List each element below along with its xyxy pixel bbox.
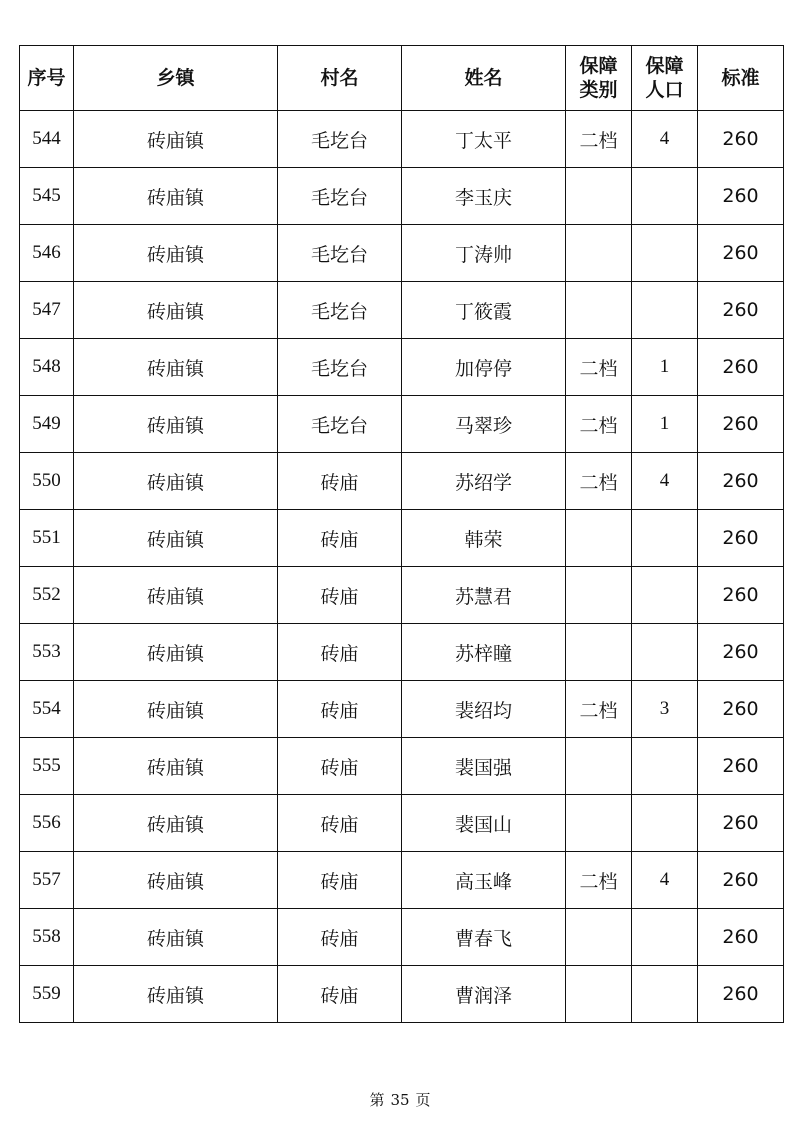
page-footer — [0, 1089, 800, 1110]
cell-name: 高玉峰 — [402, 852, 566, 909]
cell-name: 裴国强 — [402, 738, 566, 795]
cell-population — [632, 624, 698, 681]
cell-population — [632, 282, 698, 339]
cell-village: 砖庙 — [278, 852, 402, 909]
table-row — [20, 681, 784, 738]
table-row — [20, 453, 784, 510]
cell-name: 苏慧君 — [402, 567, 566, 624]
cell-village: 砖庙 — [278, 909, 402, 966]
cell-seq: 547 — [20, 282, 74, 339]
cell-village: 砖庙 — [278, 966, 402, 1023]
table-row — [20, 624, 784, 681]
footer-prefix: 第 — [369, 1091, 385, 1109]
cell-standard: 260 — [698, 111, 784, 168]
cell-population — [632, 795, 698, 852]
header-category-line2: 类别 — [579, 79, 618, 101]
cell-population — [632, 567, 698, 624]
table-row — [20, 111, 784, 168]
cell-town: 砖庙镇 — [74, 510, 278, 567]
footer-suffix: 页 — [415, 1091, 431, 1109]
header-population-line1: 保障 — [645, 55, 684, 77]
cell-village: 砖庙 — [278, 738, 402, 795]
cell-name: 丁筱霞 — [402, 282, 566, 339]
cell-category — [566, 624, 632, 681]
cell-seq: 553 — [20, 624, 74, 681]
page-number: 35 — [390, 1091, 410, 1109]
cell-village: 砖庙 — [278, 681, 402, 738]
cell-seq: 555 — [20, 738, 74, 795]
cell-population — [632, 966, 698, 1023]
cell-town: 砖庙镇 — [74, 795, 278, 852]
cell-population: 1 — [632, 339, 698, 396]
cell-name: 马翠珍 — [402, 396, 566, 453]
cell-town: 砖庙镇 — [74, 453, 278, 510]
cell-category: 二档 — [566, 852, 632, 909]
cell-village: 毛圪台 — [278, 168, 402, 225]
cell-standard: 260 — [698, 168, 784, 225]
header-village: 村名 — [278, 46, 402, 111]
cell-town: 砖庙镇 — [74, 909, 278, 966]
header-category-line1: 保障 — [579, 55, 618, 77]
header-standard: 标准 — [698, 46, 784, 111]
cell-standard: 260 — [698, 282, 784, 339]
cell-name: 韩荣 — [402, 510, 566, 567]
cell-village: 毛圪台 — [278, 225, 402, 282]
cell-population — [632, 909, 698, 966]
cell-village: 砖庙 — [278, 510, 402, 567]
cell-category: 二档 — [566, 453, 632, 510]
cell-standard: 260 — [698, 510, 784, 567]
header-category — [566, 46, 632, 111]
cell-category — [566, 738, 632, 795]
cell-population: 3 — [632, 681, 698, 738]
cell-name: 丁涛帅 — [402, 225, 566, 282]
cell-seq: 558 — [20, 909, 74, 966]
cell-seq: 548 — [20, 339, 74, 396]
cell-town: 砖庙镇 — [74, 852, 278, 909]
cell-standard: 260 — [698, 225, 784, 282]
cell-village: 砖庙 — [278, 567, 402, 624]
cell-seq: 551 — [20, 510, 74, 567]
cell-standard: 260 — [698, 966, 784, 1023]
table-row — [20, 966, 784, 1023]
table-row — [20, 396, 784, 453]
cell-name: 加停停 — [402, 339, 566, 396]
cell-name: 李玉庆 — [402, 168, 566, 225]
cell-village: 砖庙 — [278, 795, 402, 852]
cell-category — [566, 966, 632, 1023]
cell-category — [566, 282, 632, 339]
cell-seq: 546 — [20, 225, 74, 282]
cell-standard: 260 — [698, 453, 784, 510]
cell-town: 砖庙镇 — [74, 111, 278, 168]
cell-standard: 260 — [698, 567, 784, 624]
header-name: 姓名 — [402, 46, 566, 111]
cell-village: 毛圪台 — [278, 339, 402, 396]
cell-seq: 544 — [20, 111, 74, 168]
header-population-line2: 人口 — [645, 79, 684, 101]
cell-population — [632, 225, 698, 282]
cell-town: 砖庙镇 — [74, 624, 278, 681]
table-row — [20, 909, 784, 966]
table-row — [20, 738, 784, 795]
header-row — [20, 46, 784, 111]
cell-standard: 260 — [698, 909, 784, 966]
cell-village: 砖庙 — [278, 453, 402, 510]
cell-town: 砖庙镇 — [74, 168, 278, 225]
table-row — [20, 282, 784, 339]
cell-town: 砖庙镇 — [74, 339, 278, 396]
cell-standard: 260 — [698, 396, 784, 453]
table-row — [20, 168, 784, 225]
cell-category — [566, 225, 632, 282]
cell-village: 毛圪台 — [278, 396, 402, 453]
cell-population: 1 — [632, 396, 698, 453]
cell-category — [566, 795, 632, 852]
cell-standard: 260 — [698, 795, 784, 852]
header-town: 乡镇 — [74, 46, 278, 111]
cell-category — [566, 168, 632, 225]
cell-name: 曹润泽 — [402, 966, 566, 1023]
cell-seq: 552 — [20, 567, 74, 624]
cell-name: 苏绍学 — [402, 453, 566, 510]
cell-town: 砖庙镇 — [74, 966, 278, 1023]
cell-town: 砖庙镇 — [74, 738, 278, 795]
cell-category: 二档 — [566, 681, 632, 738]
cell-seq: 549 — [20, 396, 74, 453]
cell-town: 砖庙镇 — [74, 225, 278, 282]
cell-seq: 559 — [20, 966, 74, 1023]
cell-standard: 260 — [698, 624, 784, 681]
table-row — [20, 567, 784, 624]
cell-category — [566, 567, 632, 624]
cell-category: 二档 — [566, 339, 632, 396]
cell-category: 二档 — [566, 396, 632, 453]
cell-population — [632, 168, 698, 225]
cell-name: 裴国山 — [402, 795, 566, 852]
cell-village: 毛圪台 — [278, 282, 402, 339]
table-row — [20, 795, 784, 852]
cell-name: 裴绍均 — [402, 681, 566, 738]
table-body — [20, 111, 784, 1023]
cell-population: 4 — [632, 852, 698, 909]
cell-seq: 557 — [20, 852, 74, 909]
cell-population: 4 — [632, 111, 698, 168]
cell-seq: 556 — [20, 795, 74, 852]
cell-population — [632, 510, 698, 567]
roster-table — [19, 45, 784, 1023]
cell-town: 砖庙镇 — [74, 681, 278, 738]
table-row — [20, 225, 784, 282]
table-row — [20, 852, 784, 909]
cell-town: 砖庙镇 — [74, 567, 278, 624]
cell-village: 毛圪台 — [278, 111, 402, 168]
cell-standard: 260 — [698, 339, 784, 396]
cell-category: 二档 — [566, 111, 632, 168]
cell-name: 曹春飞 — [402, 909, 566, 966]
cell-standard: 260 — [698, 852, 784, 909]
cell-standard: 260 — [698, 681, 784, 738]
table-row — [20, 510, 784, 567]
cell-category — [566, 909, 632, 966]
cell-village: 砖庙 — [278, 624, 402, 681]
cell-seq: 554 — [20, 681, 74, 738]
cell-town: 砖庙镇 — [74, 396, 278, 453]
cell-population — [632, 738, 698, 795]
table-row — [20, 339, 784, 396]
cell-category — [566, 510, 632, 567]
header-seq: 序号 — [20, 46, 74, 111]
header-population — [632, 46, 698, 111]
cell-population: 4 — [632, 453, 698, 510]
cell-name: 苏梓瞳 — [402, 624, 566, 681]
cell-standard: 260 — [698, 738, 784, 795]
cell-seq: 550 — [20, 453, 74, 510]
cell-seq: 545 — [20, 168, 74, 225]
cell-name: 丁太平 — [402, 111, 566, 168]
cell-town: 砖庙镇 — [74, 282, 278, 339]
